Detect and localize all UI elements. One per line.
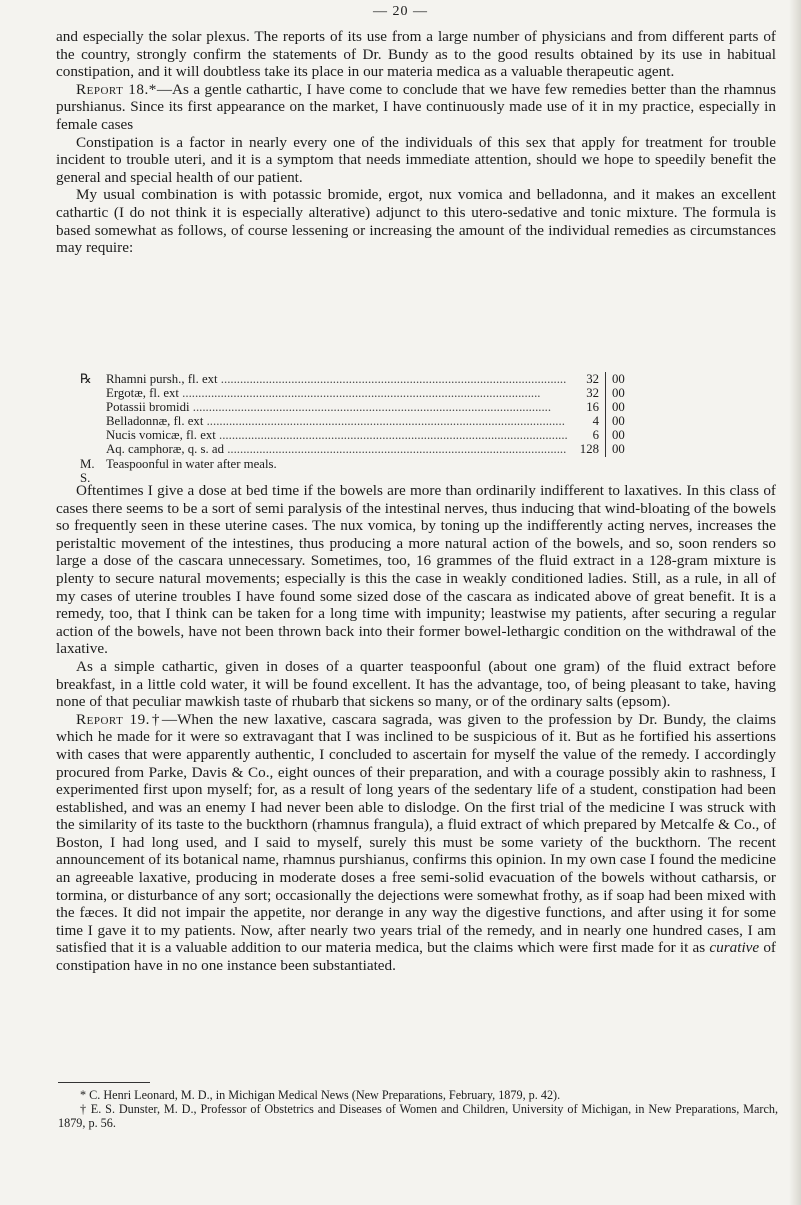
ingredient-name: Ergotæ, fl. ext ..... (106, 386, 567, 400)
ingredient-name: Aq. camphoræ, q. s. ad ..... (106, 442, 567, 456)
prescription-row (80, 400, 640, 414)
footnotes (58, 1082, 778, 1130)
prescription-row (80, 372, 640, 386)
prescription-signa (80, 456, 640, 485)
ingredient-name: Belladonnæ, fl. ext ..... (106, 414, 567, 428)
prescription-row (80, 414, 640, 428)
paragraph: Constipation is a factor in nearly every one of the individuals of this sex that apply for treatment for trouble incident to trouble uteri, and it is a symptom that needs immediate attention, should we hope to speedily benefit the general and special health of our patient. (56, 133, 776, 186)
ingredient-fraction: 00 (605, 372, 640, 386)
recipe-symbol (80, 442, 106, 456)
paragraph: As a simple cathartic, given in doses of a quarter teaspoonful (about one gram) of the fluid extract before breakfast, in a little cold water, it will be found excellent. It has the advantage, too, of being pleasant to take, having none of that peculiar mawkish taste of rhubarb that sickens so many, or of the ordinary salts (epsom). (56, 657, 776, 711)
prescription-row (80, 428, 640, 442)
italic-word: curative (709, 939, 760, 957)
report-18-text: —As a gentle cathartic, I have come to conclude that we have few remedies better than the rhamnus purshianus. Since its first appearance on the market, I have continuously made use of it in my practice, especially in female cases (56, 80, 777, 133)
page-edge-shadow (789, 0, 801, 1205)
footnote: † E. S. Dunster, M. D., Professor of Obstetrics and Diseases of Women and Children, University of Michigan, in New Preparations, March, 1879, p. 56. (58, 1101, 778, 1130)
page-number: — 20 — (373, 4, 428, 19)
text-block-top (56, 28, 776, 257)
signa-text: Teaspoonful in water after meals. (106, 456, 277, 471)
prescription-formula (80, 372, 640, 485)
report-19-text: —When the new laxative, cascara sagrada, was given to the profession by Dr. Bundy, the claims which he made for it were so extravagant that I was inclined to be suspicious of it. But as he fortified his assertions with cases that were apparently authentic, I concluded to ascertain for myself the value of the remedy. I accordingly procured from Parke, Davis & Co., eight ounces of their preparation, and with a courage possibly akin to rashness, I experimented first upon myself; for, as a result of long years of the sedentary life of a student, constipation had been established, and was an enemy I had never been able to dislodge. On the first trial of the medicine I was struck with the similarity of its taste to the buckthorn (rhamnus frangula), a fluid extract of which prepared by Metcalfe & Co., of Boston, I had long used, and I said to myself, surely this must be some variety of the buckthorn. The recent announcement of its botanical name, rhamnus purshianus, confirms this opinion. In my own case I found the medicine an agreeable laxative, producing in moderate doses a free semi-solid evacuation of the bowels without catharsis, or tormina, or disturbance of any sort; occasionally the dejections were somewhat frothy, as if soap had been mixed with the fæces. It did not impair the appetite, nor derange in any way the digestive functions, and after using it for some time I gave it to my patients. Now, after nearly two years trial of the remedy, and in nearly one hundred cases, I am satisfied that it is a valuable addition to our materia medica, but the claims which were first made for it as (56, 710, 776, 957)
paragraph: and especially the solar plexus. The reports of its use from a large number of physicians and from different parts of the country, strongly confirm the statements of Dr. Bundy as to the good results obtained by its use in habitual constipation, and it will doubtless take its place in our materia medica as a valuable therapeutic agent. (56, 28, 776, 81)
text-block-bottom (56, 482, 776, 975)
ingredient-fraction: 00 (605, 400, 640, 414)
ingredient-fraction: 00 (605, 428, 640, 442)
recipe-symbol (80, 400, 106, 414)
ingredient-quantity: 128 (567, 442, 605, 456)
report-19-paragraph (56, 711, 776, 975)
recipe-symbol (80, 428, 106, 442)
signa-mark: M. S. (80, 456, 95, 485)
ingredient-fraction: 00 (605, 442, 640, 456)
report-18-label: Report 18.* (76, 80, 157, 98)
recipe-symbol (80, 414, 106, 428)
recipe-symbol: ℞ (80, 372, 92, 386)
report-18-paragraph (56, 81, 776, 134)
ingredient-fraction: 00 (605, 386, 640, 400)
ingredient-quantity: 32 (567, 372, 605, 386)
ingredient-name: Nucis vomicæ, fl. ext ..... (106, 428, 567, 442)
ingredient-name: Rhamni pursh., fl. ext ..... (106, 372, 567, 386)
ingredient-name: Potassii bromidi ..... (106, 400, 567, 414)
report-19-label: Report 19.† (76, 710, 162, 728)
prescription-row (80, 386, 640, 400)
ingredient-fraction: 00 (605, 414, 640, 428)
footnote-divider (58, 1082, 150, 1083)
ingredient-quantity: 16 (567, 400, 605, 414)
footnote: * C. Henri Leonard, M. D., in Michigan Medical News (New Preparations, February, 1879, p. 42). (80, 1088, 561, 1102)
report-19-tail: of constipation have in no one instance been substantiated. (56, 939, 776, 975)
prescription-row (80, 442, 640, 456)
paragraph: Oftentimes I give a dose at bed time if the bowels are more than ordinarily indifferent to laxatives. In this class of cases there seems to be a sort of semi paralysis of the intestinal nerves, thus inducing that wind-bloating of the bowels so frequently seen in these uterine cases. The nux vomica, by toning up the indifferently acting nerves, increases the peristaltic movement of the intestines, thus producing a more natural action of the bowels, and so, soon renders so large a dose of the cascara unnecessary. Sometimes, too, 16 grammes of the fluid extract in a 128-gram mixture is plenty to secure natural movements; especially is this the case in weakly conditioned ladies. Still, as a rule, in all of my cases of uterine troubles I have found some sized dose of the cascara as indicated above of great benefit. It is a remedy, too, that I think can be taken for a long time with impunity; leastwise my patients, after securing a regular action of the bowels, have not been thrown back into their former bowel-lethargic condition on the withdrawal of the laxative. (56, 482, 776, 658)
ingredient-quantity: 32 (567, 386, 605, 400)
recipe-symbol (80, 386, 106, 400)
ingredient-quantity: 4 (567, 414, 605, 428)
ingredient-quantity: 6 (567, 428, 605, 442)
paragraph: My usual combination is with potassic bromide, ergot, nux vomica and belladonna, and it makes an excellent cathartic (I do not think it is especially alterative) adjunct to this utero-sedative and tonic mixture. The formula is based somewhat as follows, of course lessening or increasing the amount of the individual remedies as circumstances may require: (56, 186, 776, 257)
